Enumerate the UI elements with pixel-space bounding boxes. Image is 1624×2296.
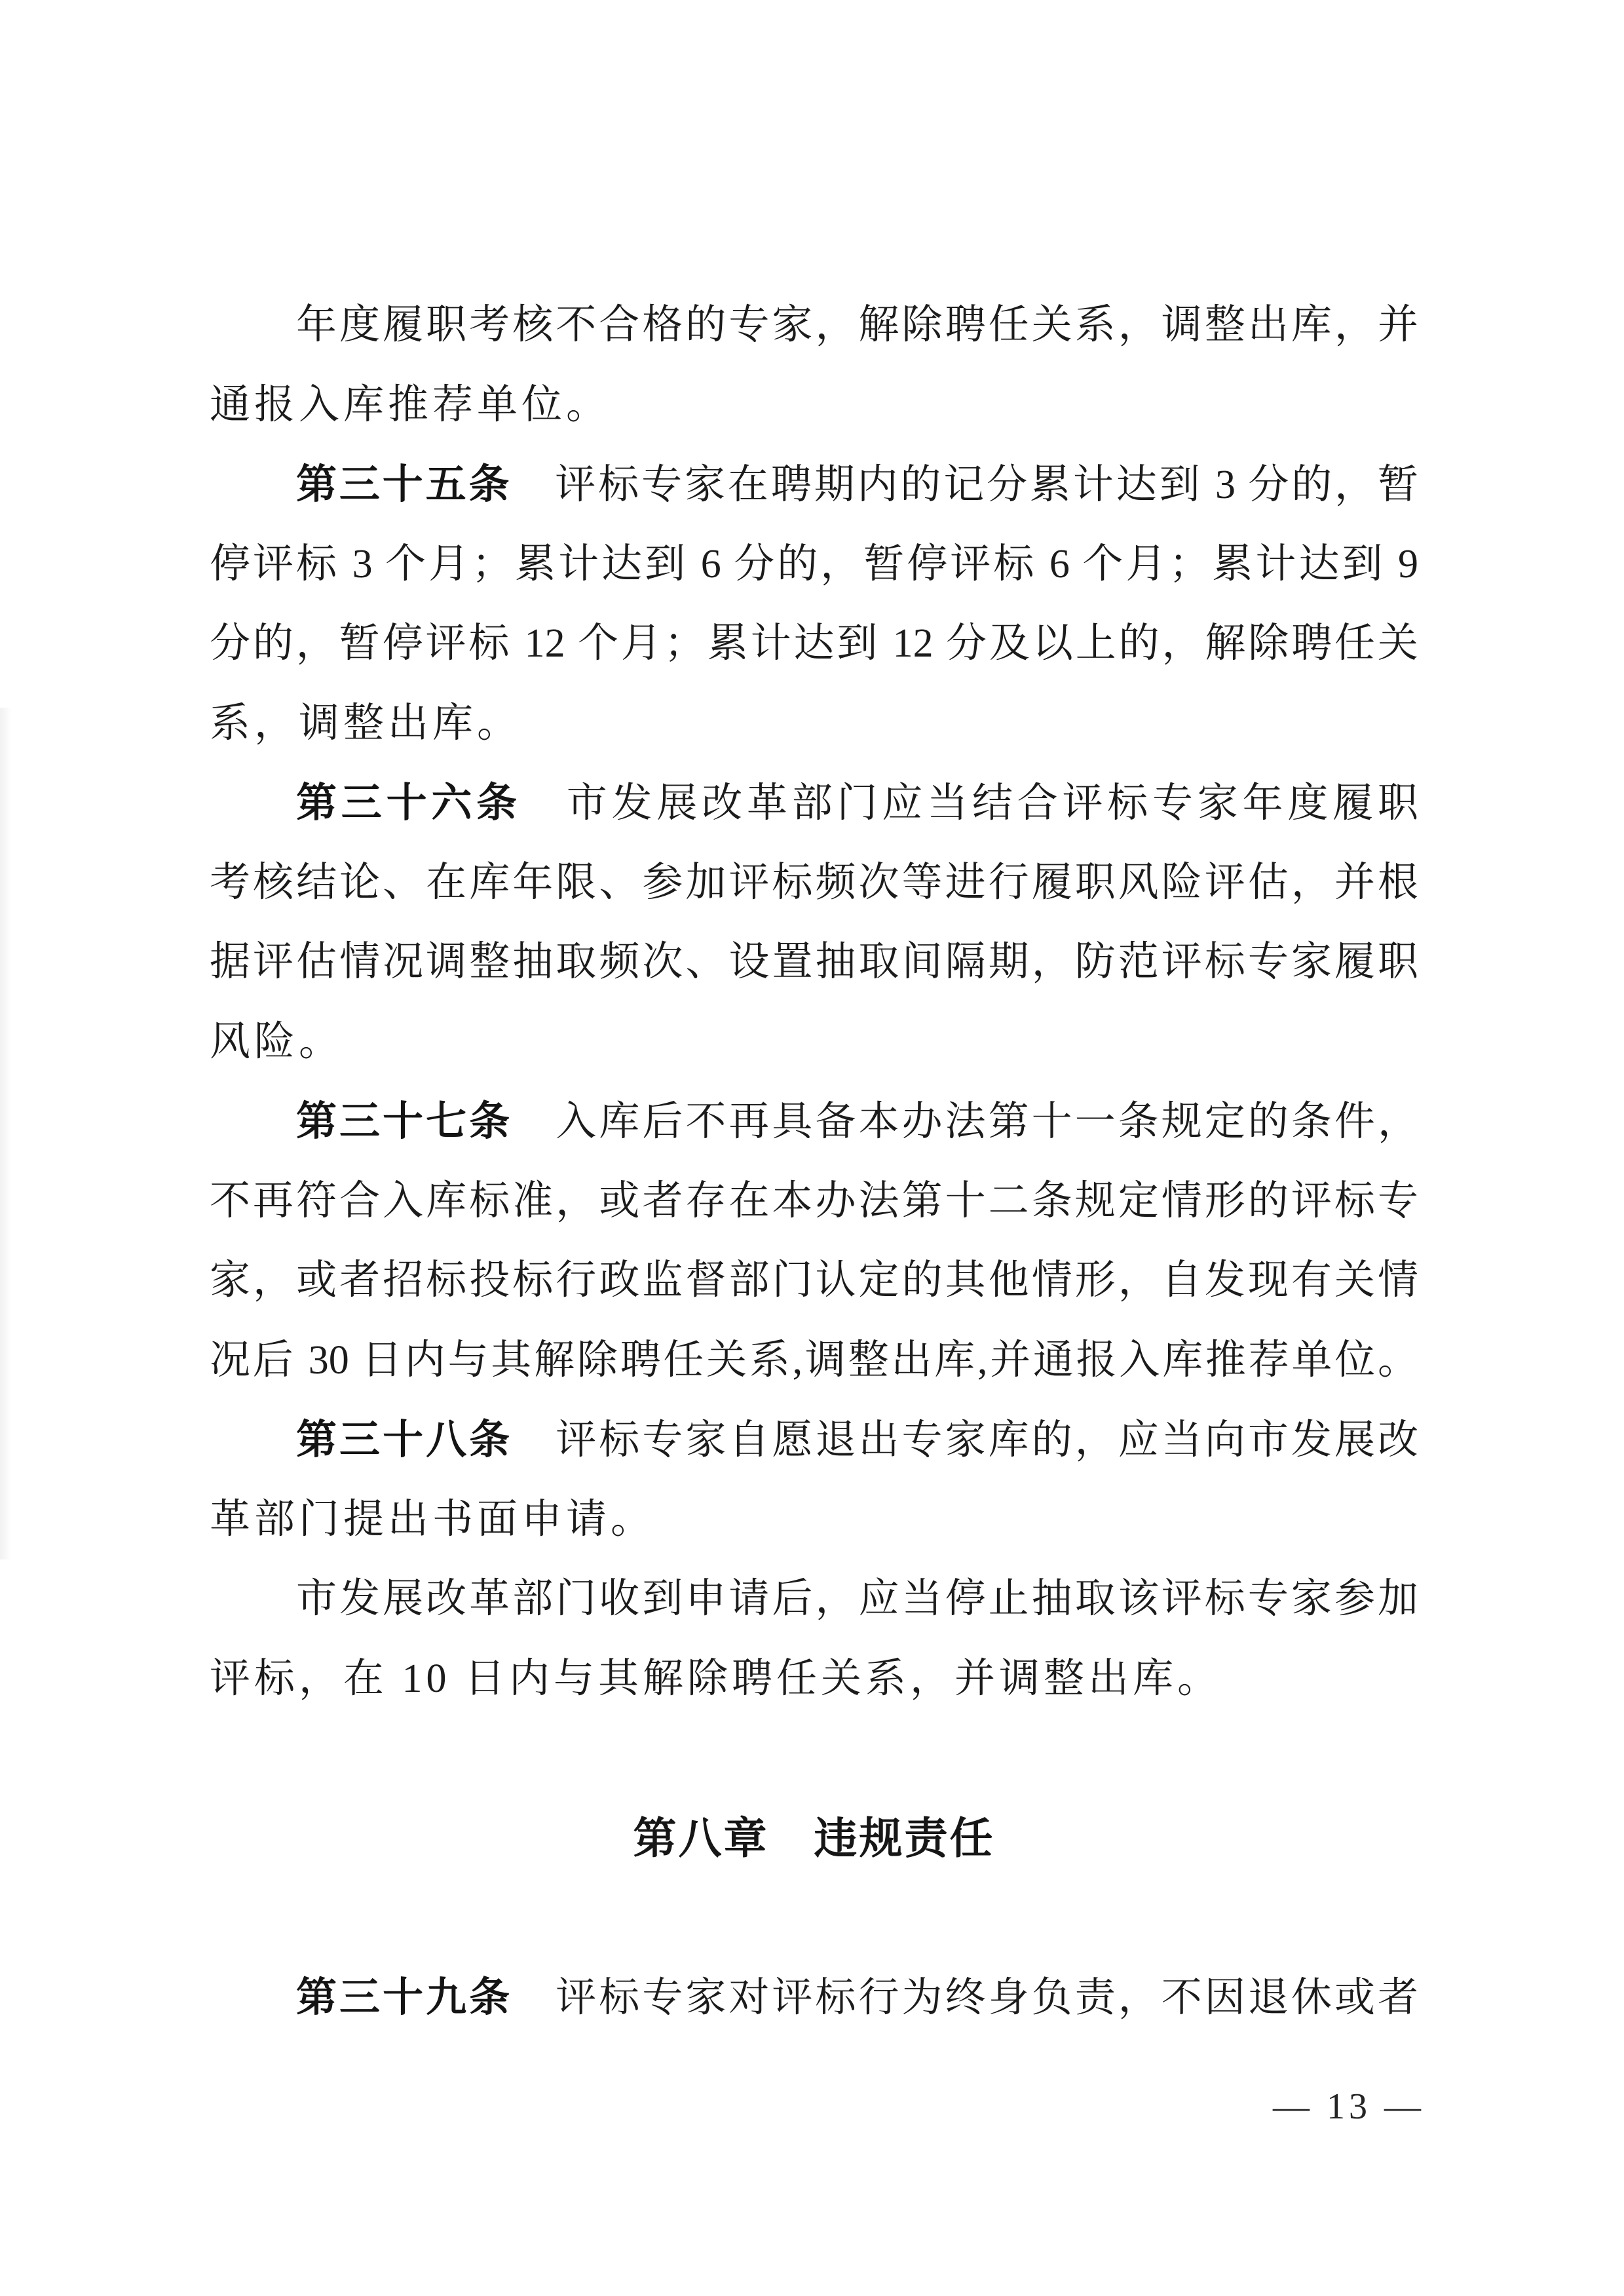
document-line [210, 1480, 1418, 1560]
document-line [210, 1082, 1418, 1162]
line-text: 年度履职考核不合格的专家，解除聘任关系，调整出库，并 [296, 303, 1418, 347]
line-text: 市发展改革部门收到申请后，应当停止抽取该评标专家参加 [296, 1577, 1418, 1621]
line-text: 据评估情况调整抽取频次、设置抽取间隔期，防范评标专家履职 [210, 940, 1418, 984]
line-text: 系，调整出库。 [210, 700, 522, 746]
line-text: 不再符合入库标准，或者存在本办法第十二条规定情形的评标专 [210, 1178, 1418, 1223]
chapter-heading-text: 第八章 违规责任 [633, 1813, 995, 1862]
document-line [210, 1003, 1418, 1082]
document-body [210, 286, 1418, 2037]
line-text: 风险。 [210, 1019, 344, 1064]
document-line [210, 604, 1418, 684]
line-text: 入库后不再具备本办法第十一条规定的条件， [512, 1100, 1418, 1144]
document-line [210, 763, 1418, 843]
document-line [210, 923, 1418, 1003]
document-line [210, 445, 1418, 525]
document-line [210, 1559, 1418, 1639]
document-line [210, 286, 1418, 366]
scan-edge-shadow [0, 708, 12, 1559]
document-line [210, 525, 1418, 605]
document-line [210, 1958, 1418, 2038]
line-text: 评标专家对评标行为终身负责，不因退休或者 [512, 1975, 1418, 2020]
line-text: 评标专家自愿退出专家库的，应当向市发展改 [512, 1418, 1418, 1463]
line-text: 家，或者招标投标行政监督部门认定的其他情形，自发现有关情 [210, 1258, 1418, 1303]
line-text: 况后 30 日内与其解除聘任关系,调整出库,并通报入库推荐单位。 [210, 1337, 1418, 1383]
document-line [210, 1241, 1418, 1321]
line-text: 评标专家在聘期内的记分累计达到 3 分的，暂 [512, 463, 1418, 507]
article-number: 第三十五条 [296, 462, 512, 507]
document-line [210, 843, 1418, 923]
document-line [210, 1639, 1418, 1719]
document-line [210, 1321, 1418, 1401]
document-line [210, 1162, 1418, 1242]
document-line [210, 684, 1418, 764]
blank-line [210, 1878, 1418, 1958]
line-text: 市发展改革部门应当结合评标专家年度履职 [521, 781, 1418, 826]
line-text: 停评标 3 个月；累计达到 6 分的，暂停评标 6 个月；累计达到 9 [210, 541, 1418, 586]
blank-line [210, 1719, 1418, 1799]
article-number: 第三十九条 [296, 1974, 513, 2020]
line-text: 考核结论、在库年限、参加评标频次等进行履职风险评估，并根 [210, 860, 1418, 905]
article-number: 第三十八条 [296, 1417, 513, 1463]
article-number: 第三十六条 [296, 780, 521, 826]
document-line [210, 1400, 1418, 1480]
document-line [210, 366, 1418, 446]
line-text: 通报入库推荐单位。 [210, 382, 611, 427]
chapter-heading [210, 1799, 1418, 1879]
line-text: 分的，暂停评标 12 个月；累计达到 12 分及以上的，解除聘任关 [210, 621, 1418, 666]
line-text: 革部门提出书面申请。 [210, 1497, 656, 1542]
page-number: — 13 — [1273, 2086, 1425, 2127]
line-text: 评标，在 10 日内与其解除聘任关系，并调整出库。 [210, 1656, 1222, 1701]
article-number: 第三十七条 [296, 1099, 513, 1144]
